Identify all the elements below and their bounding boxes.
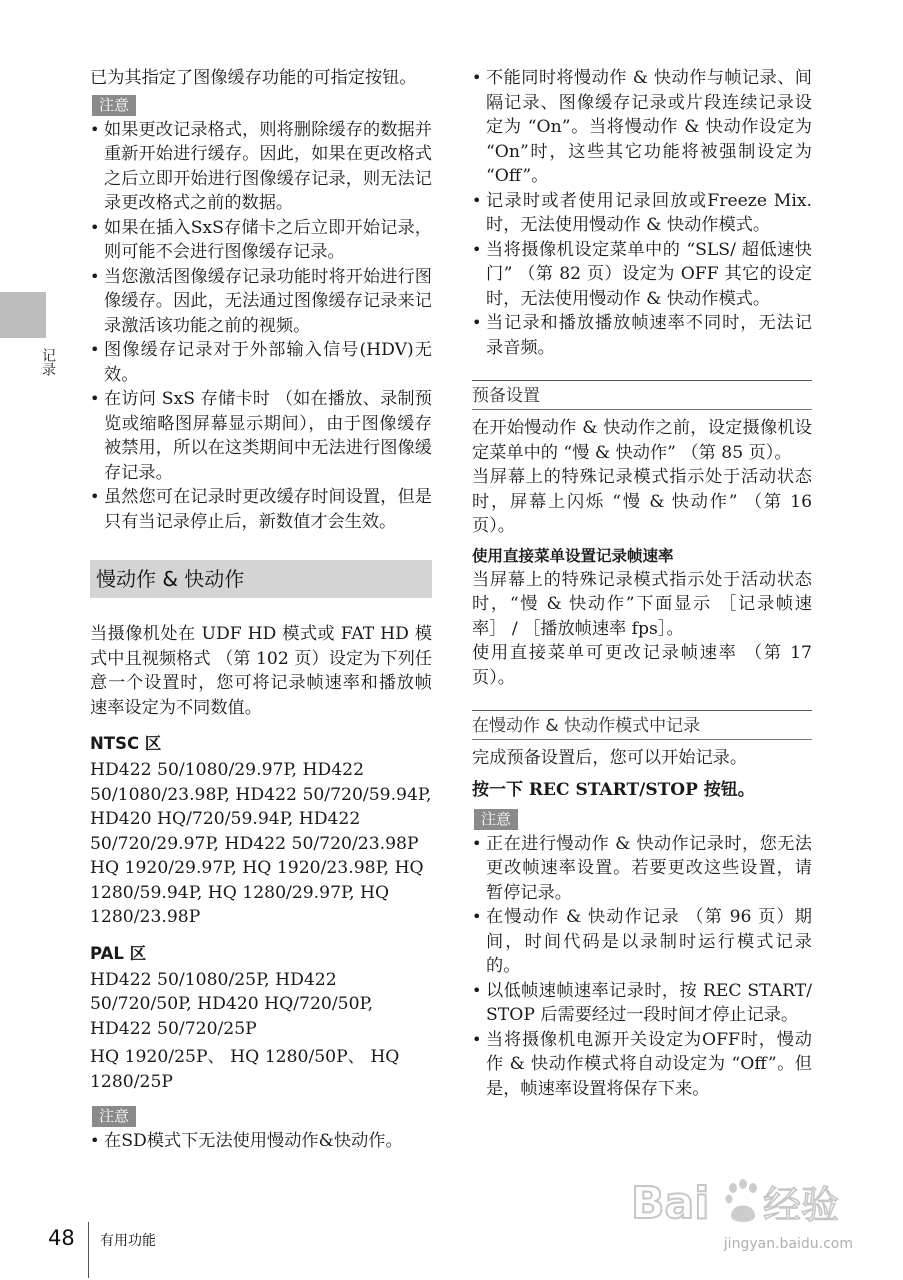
list-item: • 如果更改记录格式，则将删除缓存的数据并重新开始进行缓存。因此，如果在更改格式之后立即开始进行图像缓存记录，则无法记录更改格式之前的数据。 [90, 118, 432, 216]
record-step: 按一下 REC START/STOP 按钮。 [472, 779, 755, 800]
pal-formats-2: HQ 1920/25P、 HQ 1280/50P、 HQ 1280/25P [90, 1047, 400, 1092]
direct-paragraph-1: 当屏幕上的特殊记录模式指示处于活动状态时，“慢 & 快动作”下面显示 ［记录帧速率］ / ［播放帧速率 fps］。 [472, 569, 812, 639]
intro-paragraph: 已为其指定了图像缓存功能的可指定按钮。 [90, 68, 417, 88]
pal-formats-1: HD422 50/1080/25P, HD422 50/720/50P, HD420 HQ/720/50P, HD422 50/720/25P [90, 969, 374, 1039]
list-item: • 不能同时将慢动作 & 快动作与帧记录、间隔记录、图像缓存记录或片段连续记录设定为 “On”。当将慢动作 & 快动作设定为 “On”时，这些其它功能将被强制设定为 “Off”。 [472, 66, 812, 189]
note-badge: 注意 [92, 95, 136, 116]
page-number: 48 [48, 1226, 75, 1250]
list-item: • 图像缓存记录对于外部输入信号(HDV)无效。 [90, 338, 432, 387]
list-item: • 在SD模式下无法使用慢动作&快动作。 [90, 1129, 432, 1154]
svg-text:经验: 经验 [763, 1183, 840, 1227]
list-item: • 在慢动作 & 快动作记录 （第 96 页）期间，时间代码是以录制时运行模式记录的。 [472, 905, 812, 979]
footer-divider [88, 1222, 89, 1278]
note-list [90, 118, 432, 535]
footer-section-label: 有用功能 [100, 1233, 156, 1249]
prep-paragraph-2: 当屏幕上的特殊记录模式指示处于活动状态时，屏幕上闪烁 “慢 & 快动作” （第 16 页）。 [472, 467, 812, 536]
direct-paragraph-2: 使用直接菜单可更改记录帧速率 （第 17 页）。 [472, 643, 812, 688]
note-badge: 注意 [474, 809, 518, 830]
pal-heading: PAL 区 [90, 943, 147, 963]
list-item: • 以低帧速帧速率记录时，按 REC START/STOP 后需要经过一段时间才停止记录。 [472, 979, 812, 1028]
baidu-watermark-logo [627, 1170, 857, 1240]
note-list-continued [472, 66, 812, 360]
ntsc-formats-1: HD422 50/1080/29.97P, HD422 50/1080/23.98P, HD422 50/720/59.94P, HD420 HQ/720/59.94P, HD422 50/720/29.97P, HD422 50/720/23.98P [90, 760, 432, 854]
prep-heading: 预备设置 [472, 380, 812, 410]
list-item: • 当将摄像机电源开关设定为OFF时，慢动作 & 快动作模式将自动设定为 “Off”。但是，帧速率设置将保存下来。 [472, 1028, 812, 1102]
list-item: • 如果在插入SxS存储卡之后立即开始记录，则可能不会进行图像缓存记录。 [90, 216, 432, 265]
left-column [90, 66, 432, 1154]
record-paragraph: 完成预备设置后，您可以开始记录。 [472, 748, 748, 768]
list-item: • 虽然您可在记录时更改缓存时间设置，但是只有当记录停止后，新数值才会生效。 [90, 485, 432, 534]
chapter-side-tab [0, 292, 46, 338]
list-item: • 在访问 SxS 存储卡时 （如在播放、录制预览或缩略图屏幕显示期间），由于图像缓存被禁用，所以在这类期间中无法进行图像缓存记录。 [90, 387, 432, 485]
list-item: • 当记录和播放播放帧速率不同时，无法记录音频。 [472, 311, 812, 360]
list-item: • 正在进行慢动作 & 快动作记录时，您无法更改帧速率设置。若要更改这些设置，请暂停记录。 [472, 832, 812, 906]
direct-menu-heading: 使用直接菜单设置记录帧速率 [472, 546, 674, 565]
note-list [90, 1129, 432, 1154]
list-item: • 当您激活图像缓存记录功能时将开始进行图像缓存。因此，无法通过图像缓存记录来记录激活该功能之前的视频。 [90, 265, 432, 339]
list-item: • 记录时或者使用记录回放或Freeze Mix.时，无法使用慢动作 & 快动作模式。 [472, 189, 812, 238]
right-column [472, 66, 812, 1101]
ntsc-formats-2: HQ 1920/29.97P, HQ 1920/23.98P, HQ 1280/59.94P, HQ 1280/29.97P, HQ 1280/23.98P [90, 858, 424, 927]
svg-text:Bai: Bai [631, 1178, 710, 1229]
prep-paragraph-1: 在开始慢动作 & 快动作之前，设定摄像机设定菜单中的 “慢 & 快动作” （第 85 页）。 [472, 418, 812, 463]
section-title: 慢动作 & 快动作 [90, 560, 432, 598]
ntsc-heading: NTSC 区 [90, 734, 162, 753]
chapter-side-label: 记录 [40, 348, 56, 376]
watermark-url: jingyan.baidu.com [723, 1236, 853, 1252]
note-badge: 注意 [92, 1106, 136, 1127]
list-item: • 当将摄像机设定菜单中的 “SLS/ 超低速快门” （第 82 页）设定为 OFF 其它的设定时，无法使用慢动作 & 快动作模式。 [472, 238, 812, 312]
section-intro: 当摄像机处在 UDF HD 模式或 FAT HD 模式中且视频格式 （第 102 页）设定为下列任意一个设置时，您可将记录帧速率和播放帧速率设定为不同数值。 [90, 624, 432, 718]
record-heading: 在慢动作 & 快动作模式中记录 [472, 710, 812, 740]
note-list [472, 832, 812, 1102]
